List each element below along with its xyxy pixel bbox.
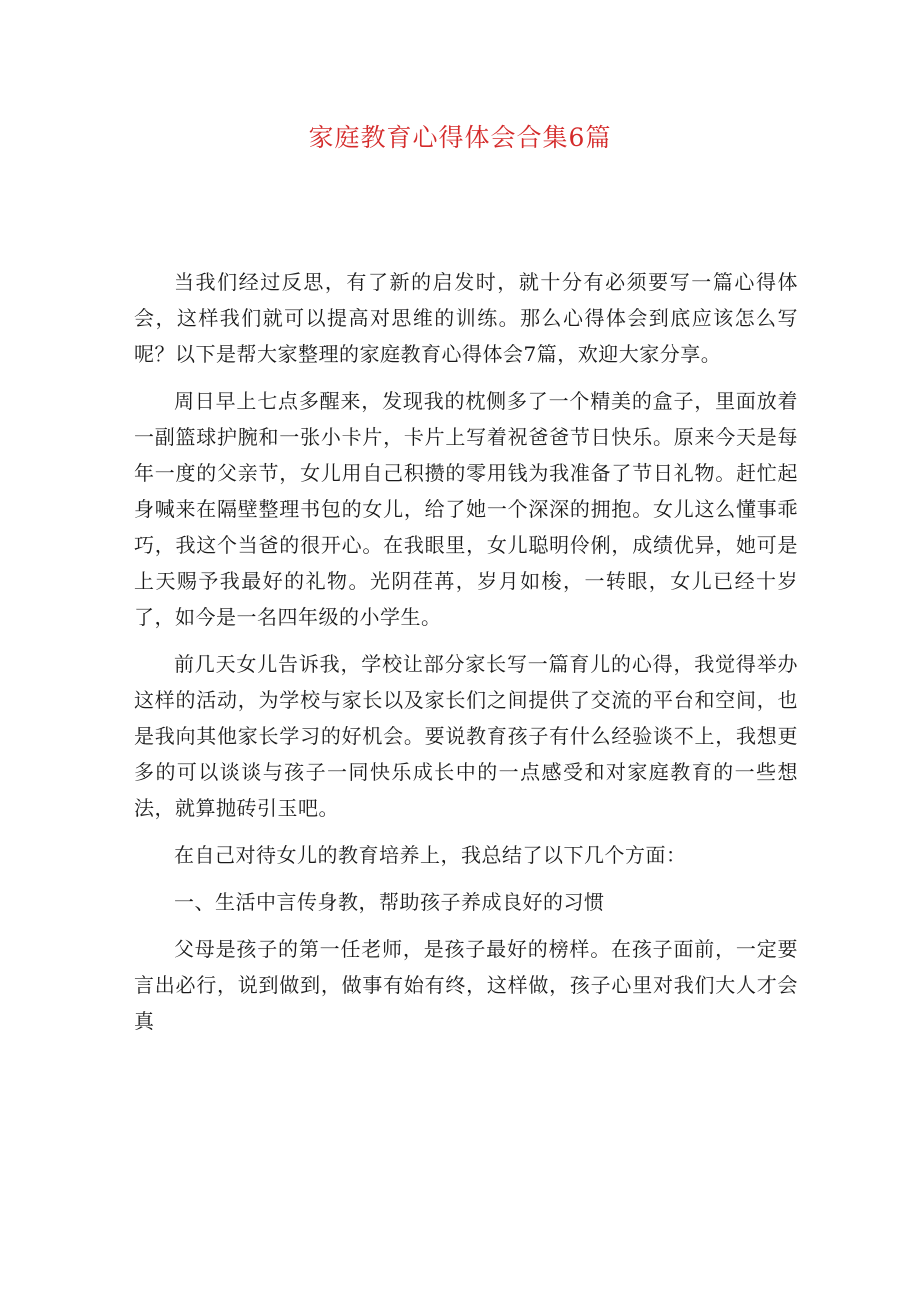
paragraph-fathers-day: 周日早上七点多醒来，发现我的枕侧多了一个精美的盒子，里面放着一副篮球护腕和一张小卡片，卡片上写着祝爸爸节日快乐。原来今天是每年一度的父亲节，女儿用自己积攒的零用钱为我准备了节日礼物。赶忙起身喊来在隔壁整理书包的女儿，给了她一个深深的拥抱。女儿这么懂事乖巧，我这个当爸的很开心。在我眼里，女儿聪明伶俐，成绩优异，她可是上天赐予我最好的礼物。光阴荏苒，岁月如梭，一转眼，女儿已经十岁了，如今是一名四年级的小学生。 xyxy=(134,389,798,629)
paragraph-role-model: 父母是孩子的第一任老师，是孩子最好的榜样。在孩子面前，一定要言出必行，说到做到，做事有始有终，这样做，孩子心里对我们大人才会真 xyxy=(134,937,798,1033)
paragraph-school-activity: 前几天女儿告诉我，学校让部分家长写一篇育儿的心得，我觉得举办这样的活动，为学校与家长以及家长们之间提供了交流的平台和空间，也是我向其他家长学习的好机会。要说教育孩子有什么经验谈不上，我想更多的可以谈谈与孩子一同快乐成长中的一点感受和对家庭教育的一些想法，就算抛砖引玉吧。 xyxy=(134,652,798,820)
article-body xyxy=(134,264,798,1050)
section-heading-1: 一、生活中言传身教，帮助孩子养成良好的习惯 xyxy=(174,890,605,914)
page-title: 家庭教育心得体会合集6篇 xyxy=(308,123,612,152)
paragraph-summary-lead: 在自己对待女儿的教育培养上，我总结了以下几个方面： xyxy=(174,843,687,867)
paragraph-intro: 当我们经过反思，有了新的启发时，就十分有必须要写一篇心得体会，这样我们就可以提高对思维的训练。那么心得体会到底应该怎么写呢？以下是帮大家整理的家庭教育心得体会7篇，欢迎大家分享。 xyxy=(134,270,798,366)
